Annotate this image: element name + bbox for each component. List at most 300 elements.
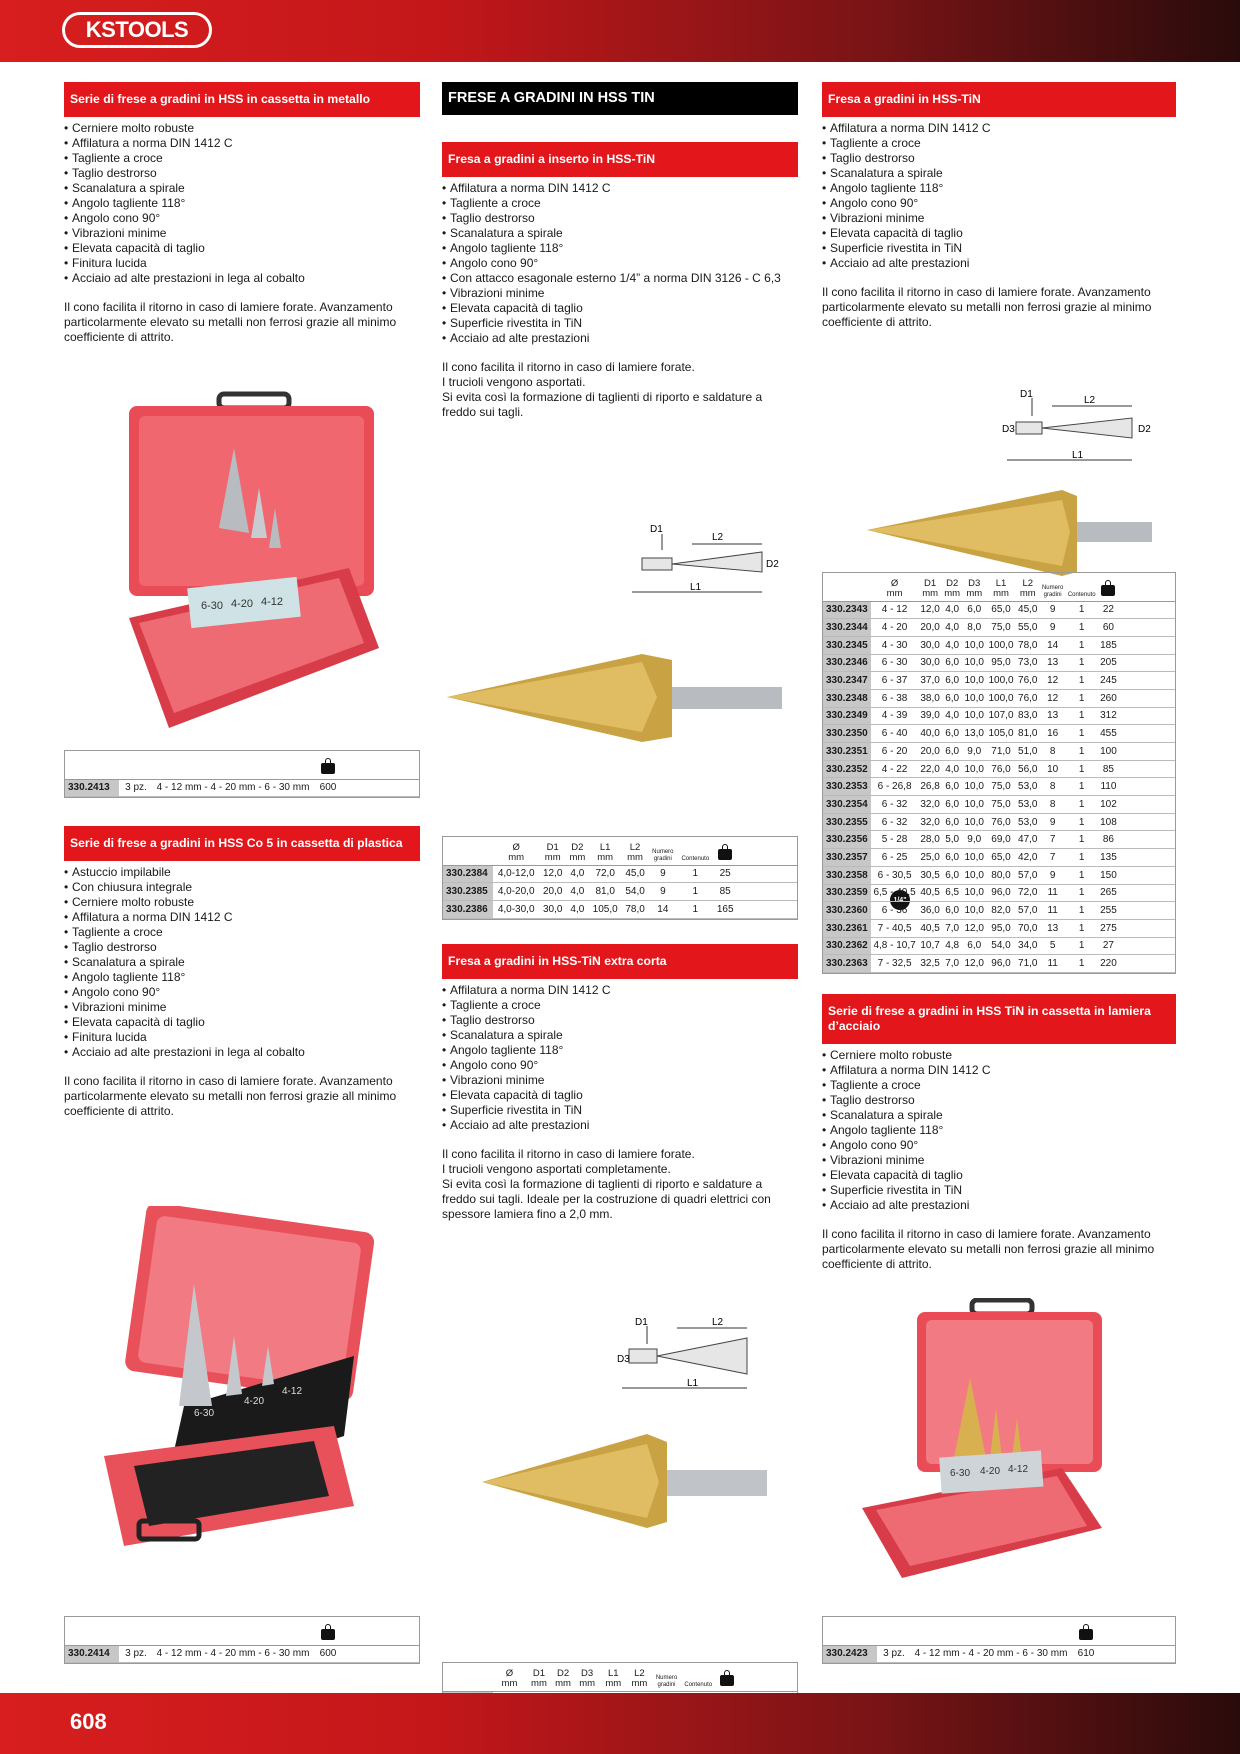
case-label-3: 4-12 — [261, 596, 284, 608]
feature-item: • Affilatura a norma DIN 1412 C — [442, 983, 798, 998]
table-cell: 7 — [1040, 849, 1066, 867]
table-cell: 13,0 — [962, 725, 986, 743]
dimension-diagram — [1002, 388, 1172, 468]
feature-item: • Angolo tagliente 118° — [442, 1043, 798, 1058]
table-cell: 12,0 — [539, 865, 566, 883]
section-insert-hss-tin — [442, 142, 798, 420]
table-cell: 71,0 — [986, 743, 1016, 761]
section-description: Il cono facilita il ritorno in caso di lamiere forate. Avanzamento particolarmente elevato su metalli non ferrosi grazie all minimo coefficiente di attrito. — [64, 300, 397, 344]
table-cell: 8 — [1040, 796, 1066, 814]
table-cell: 75,0 — [986, 778, 1016, 796]
table-cell: 65,0 — [986, 849, 1016, 867]
dimension-diagram — [632, 522, 792, 602]
table-cell: 7 - 32,5 — [871, 955, 918, 973]
case-label-2: 4-20 — [980, 1466, 1001, 1477]
table-cell: 10 — [1040, 760, 1066, 778]
table-cell: 6,0 — [942, 672, 962, 690]
table-cell: 53,0 — [1016, 796, 1040, 814]
feature-item: • Taglio destrorso — [442, 211, 798, 226]
table-cell: 1 — [1066, 760, 1098, 778]
table-cell: 4,0 — [942, 601, 962, 619]
table-cell: 81,0 — [589, 883, 622, 901]
feature-item: • Finitura lucida — [64, 1030, 420, 1045]
table-cell: 1 — [1066, 937, 1098, 955]
case-label-2: 4-20 — [244, 1396, 265, 1407]
product-table-insert — [442, 836, 798, 920]
table-cell: 4,0 — [942, 760, 962, 778]
order-table-330-2414 — [64, 1616, 420, 1664]
page-number: 608 — [70, 1709, 107, 1734]
label-d2: D2 — [766, 559, 779, 570]
table-cell: 312 — [1098, 707, 1119, 725]
table-cell: 8,0 — [962, 619, 986, 637]
feature-item: • Scanalatura a spirale — [822, 1108, 1176, 1123]
table-cell: 10,0 — [962, 902, 986, 920]
feature-item: • Vibrazioni minime — [442, 286, 798, 301]
main-title: FRESE A GRADINI IN HSS TIN — [442, 82, 798, 115]
feature-list — [64, 121, 420, 286]
article-code: 330.2350 — [823, 725, 871, 743]
table-row — [823, 689, 1175, 707]
feature-item: • Superficie rivestita in TiN — [442, 316, 798, 331]
table-cell: 105,0 — [986, 725, 1016, 743]
feature-item: • Vibrazioni minime — [822, 211, 1176, 226]
table-cell: 55,0 — [1016, 619, 1040, 637]
case-label-3: 4-12 — [282, 1386, 303, 1397]
table-cell: 6 - 32 — [871, 813, 918, 831]
table-cell: 14 — [648, 900, 677, 918]
feature-item: • Scanalatura a spirale — [442, 1028, 798, 1043]
table-cell: 10,0 — [962, 689, 986, 707]
table-cell: 8 — [1040, 778, 1066, 796]
table-cell: 245 — [1098, 672, 1119, 690]
table-row — [823, 725, 1175, 743]
table-cell: 72,0 — [1016, 884, 1040, 902]
table-cell: 4,0 — [566, 900, 589, 918]
feature-item: • Angolo tagliente 118° — [822, 1123, 1176, 1138]
column-header: D2 mm — [942, 573, 962, 601]
table-cell: 78,0 — [622, 900, 649, 918]
case-label-1: 6-30 — [194, 1408, 215, 1419]
table-cell: 38,0 — [918, 689, 942, 707]
table-cell: 60 — [1098, 619, 1119, 637]
label-l2: L2 — [712, 1317, 724, 1328]
table-cell: 265 — [1098, 884, 1119, 902]
feature-item: • Acciaio ad alte prestazioni in lega al cobalto — [64, 271, 420, 286]
label-d1: D1 — [635, 1317, 648, 1328]
table-cell: 6,0 — [942, 654, 962, 672]
table-cell: 260 — [1098, 689, 1119, 707]
table-cell: 1 — [1066, 601, 1098, 619]
step-drill-image — [477, 1422, 777, 1532]
column-header: Ø mm — [493, 1663, 526, 1691]
table-cell: 20,0 — [918, 743, 942, 761]
table-cell: 1 — [1066, 902, 1098, 920]
table-cell: 12 — [1040, 689, 1066, 707]
table-cell: 6 - 30,5 — [871, 866, 918, 884]
table-cell: 9 — [648, 883, 677, 901]
feature-item: • Superficie rivestita in TiN — [822, 1183, 1176, 1198]
table-cell: 7,0 — [942, 919, 962, 937]
table-cell: 36,0 — [918, 902, 942, 920]
label-l1: L1 — [690, 582, 702, 593]
table-cell: 1 — [1066, 636, 1098, 654]
table-cell: 1 — [1066, 778, 1098, 796]
feature-item: • Angolo cono 90° — [442, 1058, 798, 1073]
feature-item: • Tagliente a croce — [442, 998, 798, 1013]
column-header: Numero gradini — [648, 837, 677, 865]
table-cell: 1 — [1066, 796, 1098, 814]
table-cell: 6 - 26,8 — [871, 778, 918, 796]
table-cell: 72,0 — [589, 865, 622, 883]
feature-item: • Tagliente a croce — [64, 925, 420, 940]
table-cell: 107,0 — [986, 707, 1016, 725]
feature-item: • Scanalatura a spirale — [64, 955, 420, 970]
table-cell: 4,0-20,0 — [493, 883, 539, 901]
table-cell: 1 — [1066, 672, 1098, 690]
feature-item: • Angolo tagliente 118° — [64, 196, 420, 211]
label-d1: D1 — [650, 524, 663, 535]
article-code: 330.2351 — [823, 743, 871, 761]
label-d3: D3 — [617, 1354, 630, 1365]
table-cell: 4,0-30,0 — [493, 900, 539, 918]
table-cell: 45,0 — [1016, 601, 1040, 619]
feature-list — [822, 121, 1176, 271]
article-code: 330.2362 — [823, 937, 871, 955]
table-row — [823, 601, 1175, 619]
table-cell: 6 - 32 — [871, 796, 918, 814]
column-header: D1 mm — [918, 573, 942, 601]
table-cell: 73,0 — [1016, 654, 1040, 672]
feature-item: • Tagliente a croce — [822, 1078, 1176, 1093]
article-code: 330.2345 — [823, 636, 871, 654]
table-row — [823, 636, 1175, 654]
table-cell: 11 — [1040, 884, 1066, 902]
table-cell: 1 — [1066, 849, 1098, 867]
article-code: 330.2352 — [823, 760, 871, 778]
table-cell: 6 - 25 — [871, 849, 918, 867]
feature-item: • Affilatura a norma DIN 1412 C — [822, 121, 1176, 136]
table-cell: 10,0 — [962, 654, 986, 672]
column-header: Numero gradini — [1040, 573, 1066, 601]
step-drill-image — [862, 482, 1162, 582]
table-row — [823, 672, 1175, 690]
article-code: 330.2360 — [823, 902, 871, 920]
feature-item: • Cerniere molto robuste — [64, 895, 420, 910]
table-cell: 39,0 — [918, 707, 942, 725]
table-row: 330.2413 3 pz. 4 - 12 mm - 4 - 20 mm - 6 - 30 mm 600 — [65, 779, 419, 797]
table-cell: 81,0 — [1016, 725, 1040, 743]
section-title: Fresa a gradini in HSS-TiN — [822, 82, 1176, 117]
table-cell: 4 - 30 — [871, 636, 918, 654]
table-cell: 4,0 — [566, 865, 589, 883]
table-cell: 1 — [677, 865, 713, 883]
column-header: D2 mm — [566, 837, 589, 865]
table-cell: 1 — [1066, 707, 1098, 725]
table-cell: 51,0 — [1016, 743, 1040, 761]
feature-list — [442, 181, 798, 346]
table-cell: 4 - 12 — [871, 601, 918, 619]
table-cell: 70,0 — [1016, 919, 1040, 937]
table-cell: 28,0 — [918, 831, 942, 849]
section-hss-tin — [822, 82, 1176, 330]
table-cell: 6 - 38 — [871, 689, 918, 707]
table-cell: 185 — [1098, 636, 1119, 654]
table-cell: 255 — [1098, 902, 1119, 920]
table-cell: 205 — [1098, 654, 1119, 672]
article-code: 330.2357 — [823, 849, 871, 867]
product-table-hss-tin — [822, 572, 1176, 974]
table-cell: 6,0 — [942, 813, 962, 831]
table-cell: 6 - 36 — [871, 902, 918, 920]
table-cell: 10,0 — [962, 849, 986, 867]
table-cell: 6,0 — [962, 937, 986, 955]
column-header: L2 mm — [1016, 573, 1040, 601]
table-header — [823, 573, 1175, 601]
table-cell: 10,0 — [962, 760, 986, 778]
table-cell: 6 - 40 — [871, 725, 918, 743]
column-header: Ø mm — [871, 573, 918, 601]
table-cell: 5 — [1040, 937, 1066, 955]
feature-item: • Scanalatura a spirale — [64, 181, 420, 196]
table-cell: 57,0 — [1016, 866, 1040, 884]
table-cell: 20,0 — [918, 619, 942, 637]
table-cell: 4,0 — [566, 883, 589, 901]
table-cell: 34,0 — [1016, 937, 1040, 955]
column-header: L1 mm — [600, 1663, 626, 1691]
feature-item: • Acciaio ad alte prestazioni — [822, 1198, 1176, 1213]
table-cell: 27 — [1098, 937, 1119, 955]
table-cell: 6,0 — [942, 743, 962, 761]
table-row — [823, 902, 1175, 920]
table-row — [443, 900, 797, 918]
table-cell: 9 — [1040, 813, 1066, 831]
hex-shank-badge: 1/4" — [890, 890, 910, 910]
table-cell: 32,0 — [918, 813, 942, 831]
feature-item: • Con chiusura integrale — [64, 880, 420, 895]
article-code: 330.2344 — [823, 619, 871, 637]
table-cell: 95,0 — [986, 919, 1016, 937]
table-cell: 13 — [1040, 707, 1066, 725]
weight-icon — [321, 758, 335, 774]
table-cell: 22 — [1098, 601, 1119, 619]
section-description: Il cono facilita il ritorno in caso di lamiere forate. Avanzamento particolarmente elevato su metalli non ferrosi grazie al minimo coefficiente di attrito. — [822, 285, 1152, 329]
article-code: 330.2363 — [823, 955, 871, 973]
table-cell: 1 — [1066, 919, 1098, 937]
column-header: L2 mm — [626, 1663, 652, 1691]
table-row — [823, 955, 1175, 973]
table-row — [823, 849, 1175, 867]
feature-item: • Elevata capacità di taglio — [442, 1088, 798, 1103]
section-plastic-case-set — [64, 826, 420, 1119]
feature-item: • Angolo cono 90° — [64, 985, 420, 1000]
section-title: Serie di frese a gradini in HSS in cassetta in metallo — [64, 82, 420, 117]
article-code: 330.2347 — [823, 672, 871, 690]
article-code: 330.2346 — [823, 654, 871, 672]
case-label-1: 6-30 — [950, 1468, 971, 1479]
table-row: 330.2414 3 pz. 4 - 12 mm - 4 - 20 mm - 6 - 30 mm 600 — [65, 1645, 419, 1663]
table-row — [823, 743, 1175, 761]
feature-item: • Scanalatura a spirale — [822, 166, 1176, 181]
weight-icon — [321, 1624, 335, 1640]
order-table-330-2413 — [64, 750, 420, 798]
table-cell: 100,0 — [986, 672, 1016, 690]
table-cell: 30,0 — [918, 654, 942, 672]
feature-item: • Angolo tagliente 118° — [64, 970, 420, 985]
table-cell: 6 - 20 — [871, 743, 918, 761]
table-cell: 10,0 — [962, 796, 986, 814]
table-cell: 13 — [1040, 919, 1066, 937]
table-cell: 6,0 — [942, 725, 962, 743]
feature-item: • Elevata capacità di taglio — [64, 1015, 420, 1030]
table-cell: 12,0 — [918, 601, 942, 619]
feature-item: • Taglio destrorso — [822, 1093, 1176, 1108]
table-cell: 1 — [1066, 884, 1098, 902]
label-l2: L2 — [712, 532, 724, 543]
table-cell: 10,0 — [962, 884, 986, 902]
table-row — [823, 866, 1175, 884]
column-header: D1 mm — [539, 837, 566, 865]
table-cell: 42,0 — [1016, 849, 1040, 867]
footer-bar — [0, 1693, 1240, 1754]
case-label-1: 6-30 — [201, 600, 224, 612]
table-cell: 1 — [1066, 725, 1098, 743]
feature-item: • Affilatura a norma DIN 1412 C — [64, 136, 420, 151]
feature-item: • Acciaio ad alte prestazioni — [442, 1118, 798, 1133]
step-drill-image — [442, 642, 792, 752]
table-cell: 83,0 — [1016, 707, 1040, 725]
feature-item: • Elevata capacità di taglio — [822, 226, 1176, 241]
plastic-case-set-image — [94, 1206, 384, 1556]
feature-item: • Vibrazioni minime — [64, 226, 420, 241]
feature-item: • Angolo tagliente 118° — [822, 181, 1176, 196]
table-cell: 6,0 — [962, 601, 986, 619]
table-cell: 9 — [648, 865, 677, 883]
feature-item: • Taglio destrorso — [822, 151, 1176, 166]
article-code: 330.2358 — [823, 866, 871, 884]
table-cell: 6 - 30 — [871, 654, 918, 672]
table-cell: 6,0 — [942, 778, 962, 796]
section-title: Fresa a gradini in HSS-TiN extra corta — [442, 944, 798, 979]
feature-item: • Astuccio impilabile — [64, 865, 420, 880]
feature-item: • Affilatura a norma DIN 1412 C — [64, 910, 420, 925]
table-cell: 10,0 — [962, 778, 986, 796]
label-l1: L1 — [1072, 450, 1084, 461]
table-cell: 6,0 — [942, 689, 962, 707]
feature-item: • Vibrazioni minime — [64, 1000, 420, 1015]
feature-item: • Vibrazioni minime — [442, 1073, 798, 1088]
table-row — [823, 619, 1175, 637]
table-cell: 4 - 22 — [871, 760, 918, 778]
case-label-2: 4-20 — [231, 598, 254, 610]
feature-item: • Affilatura a norma DIN 1412 C — [822, 1063, 1176, 1078]
table-cell: 1 — [1066, 654, 1098, 672]
table-cell: 6,5 — [942, 884, 962, 902]
table-cell: 54,0 — [986, 937, 1016, 955]
table-cell: 96,0 — [986, 884, 1016, 902]
table-cell: 1 — [1066, 813, 1098, 831]
table-cell: 6,0 — [942, 902, 962, 920]
feature-item: • Taglio destrorso — [64, 166, 420, 181]
table-cell: 5 - 28 — [871, 831, 918, 849]
feature-list — [822, 1048, 1176, 1213]
table-cell: 16 — [1040, 725, 1066, 743]
feature-item: • Angolo cono 90° — [822, 196, 1176, 211]
column-header: D3 mm — [574, 1663, 600, 1691]
section-title: Fresa a gradini a inserto in HSS-TiN — [442, 142, 798, 177]
steel-case-tin-set-image — [862, 1298, 1122, 1578]
table-row — [443, 865, 797, 883]
table-cell: 37,0 — [918, 672, 942, 690]
article-code: 330.2386 — [443, 900, 493, 918]
feature-item: • Acciaio ad alte prestazioni — [442, 331, 798, 346]
table-cell: 7,0 — [942, 955, 962, 973]
feature-item: • Acciaio ad alte prestazioni — [822, 256, 1176, 271]
section-title: Serie di frese a gradini in HSS TiN in cassetta in lamiera d’acciaio — [822, 994, 1176, 1044]
table-cell: 53,0 — [1016, 778, 1040, 796]
feature-item: • Vibrazioni minime — [822, 1153, 1176, 1168]
column-header: L1 mm — [986, 573, 1016, 601]
table-cell: 1 — [1066, 619, 1098, 637]
table-cell: 14 — [1040, 636, 1066, 654]
table-cell: 1 — [1066, 866, 1098, 884]
order-table-330-2423 — [822, 1616, 1176, 1664]
feature-item: • Angolo cono 90° — [64, 211, 420, 226]
label-d2: D2 — [1138, 424, 1151, 435]
table-cell: 76,0 — [1016, 672, 1040, 690]
table-cell: 108 — [1098, 813, 1119, 831]
table-cell: 9 — [1040, 619, 1066, 637]
column-header: Numero gradini — [652, 1663, 680, 1691]
feature-item: • Elevata capacità di taglio — [822, 1168, 1176, 1183]
table-cell: 4 - 20 — [871, 619, 918, 637]
table-cell: 32,0 — [918, 796, 942, 814]
table-cell: 40,5 — [918, 884, 942, 902]
article-code: 330.2343 — [823, 601, 871, 619]
table-cell: 10,0 — [962, 672, 986, 690]
table-cell: 165 — [713, 900, 737, 918]
table-cell: 10,0 — [962, 866, 986, 884]
table-cell: 11 — [1040, 955, 1066, 973]
section-description: Il cono facilita il ritorno in caso di lamiere forate. Avanzamento particolarmente elevato su metalli non ferrosi grazie all minimo coefficiente di attrito. — [822, 1227, 1155, 1271]
article-code: 330.2361 — [823, 919, 871, 937]
article-code: 330.2356 — [823, 831, 871, 849]
table-cell: 26,8 — [918, 778, 942, 796]
feature-item: • Cerniere molto robuste — [64, 121, 420, 136]
table-cell: 10,7 — [918, 937, 942, 955]
table-cell: 1 — [1066, 831, 1098, 849]
table-cell: 275 — [1098, 919, 1119, 937]
table-cell: 12,0 — [962, 919, 986, 937]
label-d3: D3 — [1002, 424, 1015, 435]
table-cell: 53,0 — [1016, 813, 1040, 831]
feature-item: • Superficie rivestita in TiN — [442, 1103, 798, 1118]
table-cell: 4 - 39 — [871, 707, 918, 725]
table-row — [823, 707, 1175, 725]
table-cell: 220 — [1098, 955, 1119, 973]
table-cell: 1 — [1066, 955, 1098, 973]
table-cell: 30,5 — [918, 866, 942, 884]
table-cell: 4,0 — [942, 707, 962, 725]
table-cell: 65,0 — [986, 601, 1016, 619]
table-cell: 10,0 — [962, 707, 986, 725]
table-cell: 100 — [1098, 743, 1119, 761]
feature-item: • Affilatura a norma DIN 1412 C — [442, 181, 798, 196]
table-cell: 4,0-12,0 — [493, 865, 539, 883]
weight-icon — [720, 1670, 734, 1686]
article-code: 330.2359 — [823, 884, 871, 902]
label-l2: L2 — [1084, 395, 1096, 406]
